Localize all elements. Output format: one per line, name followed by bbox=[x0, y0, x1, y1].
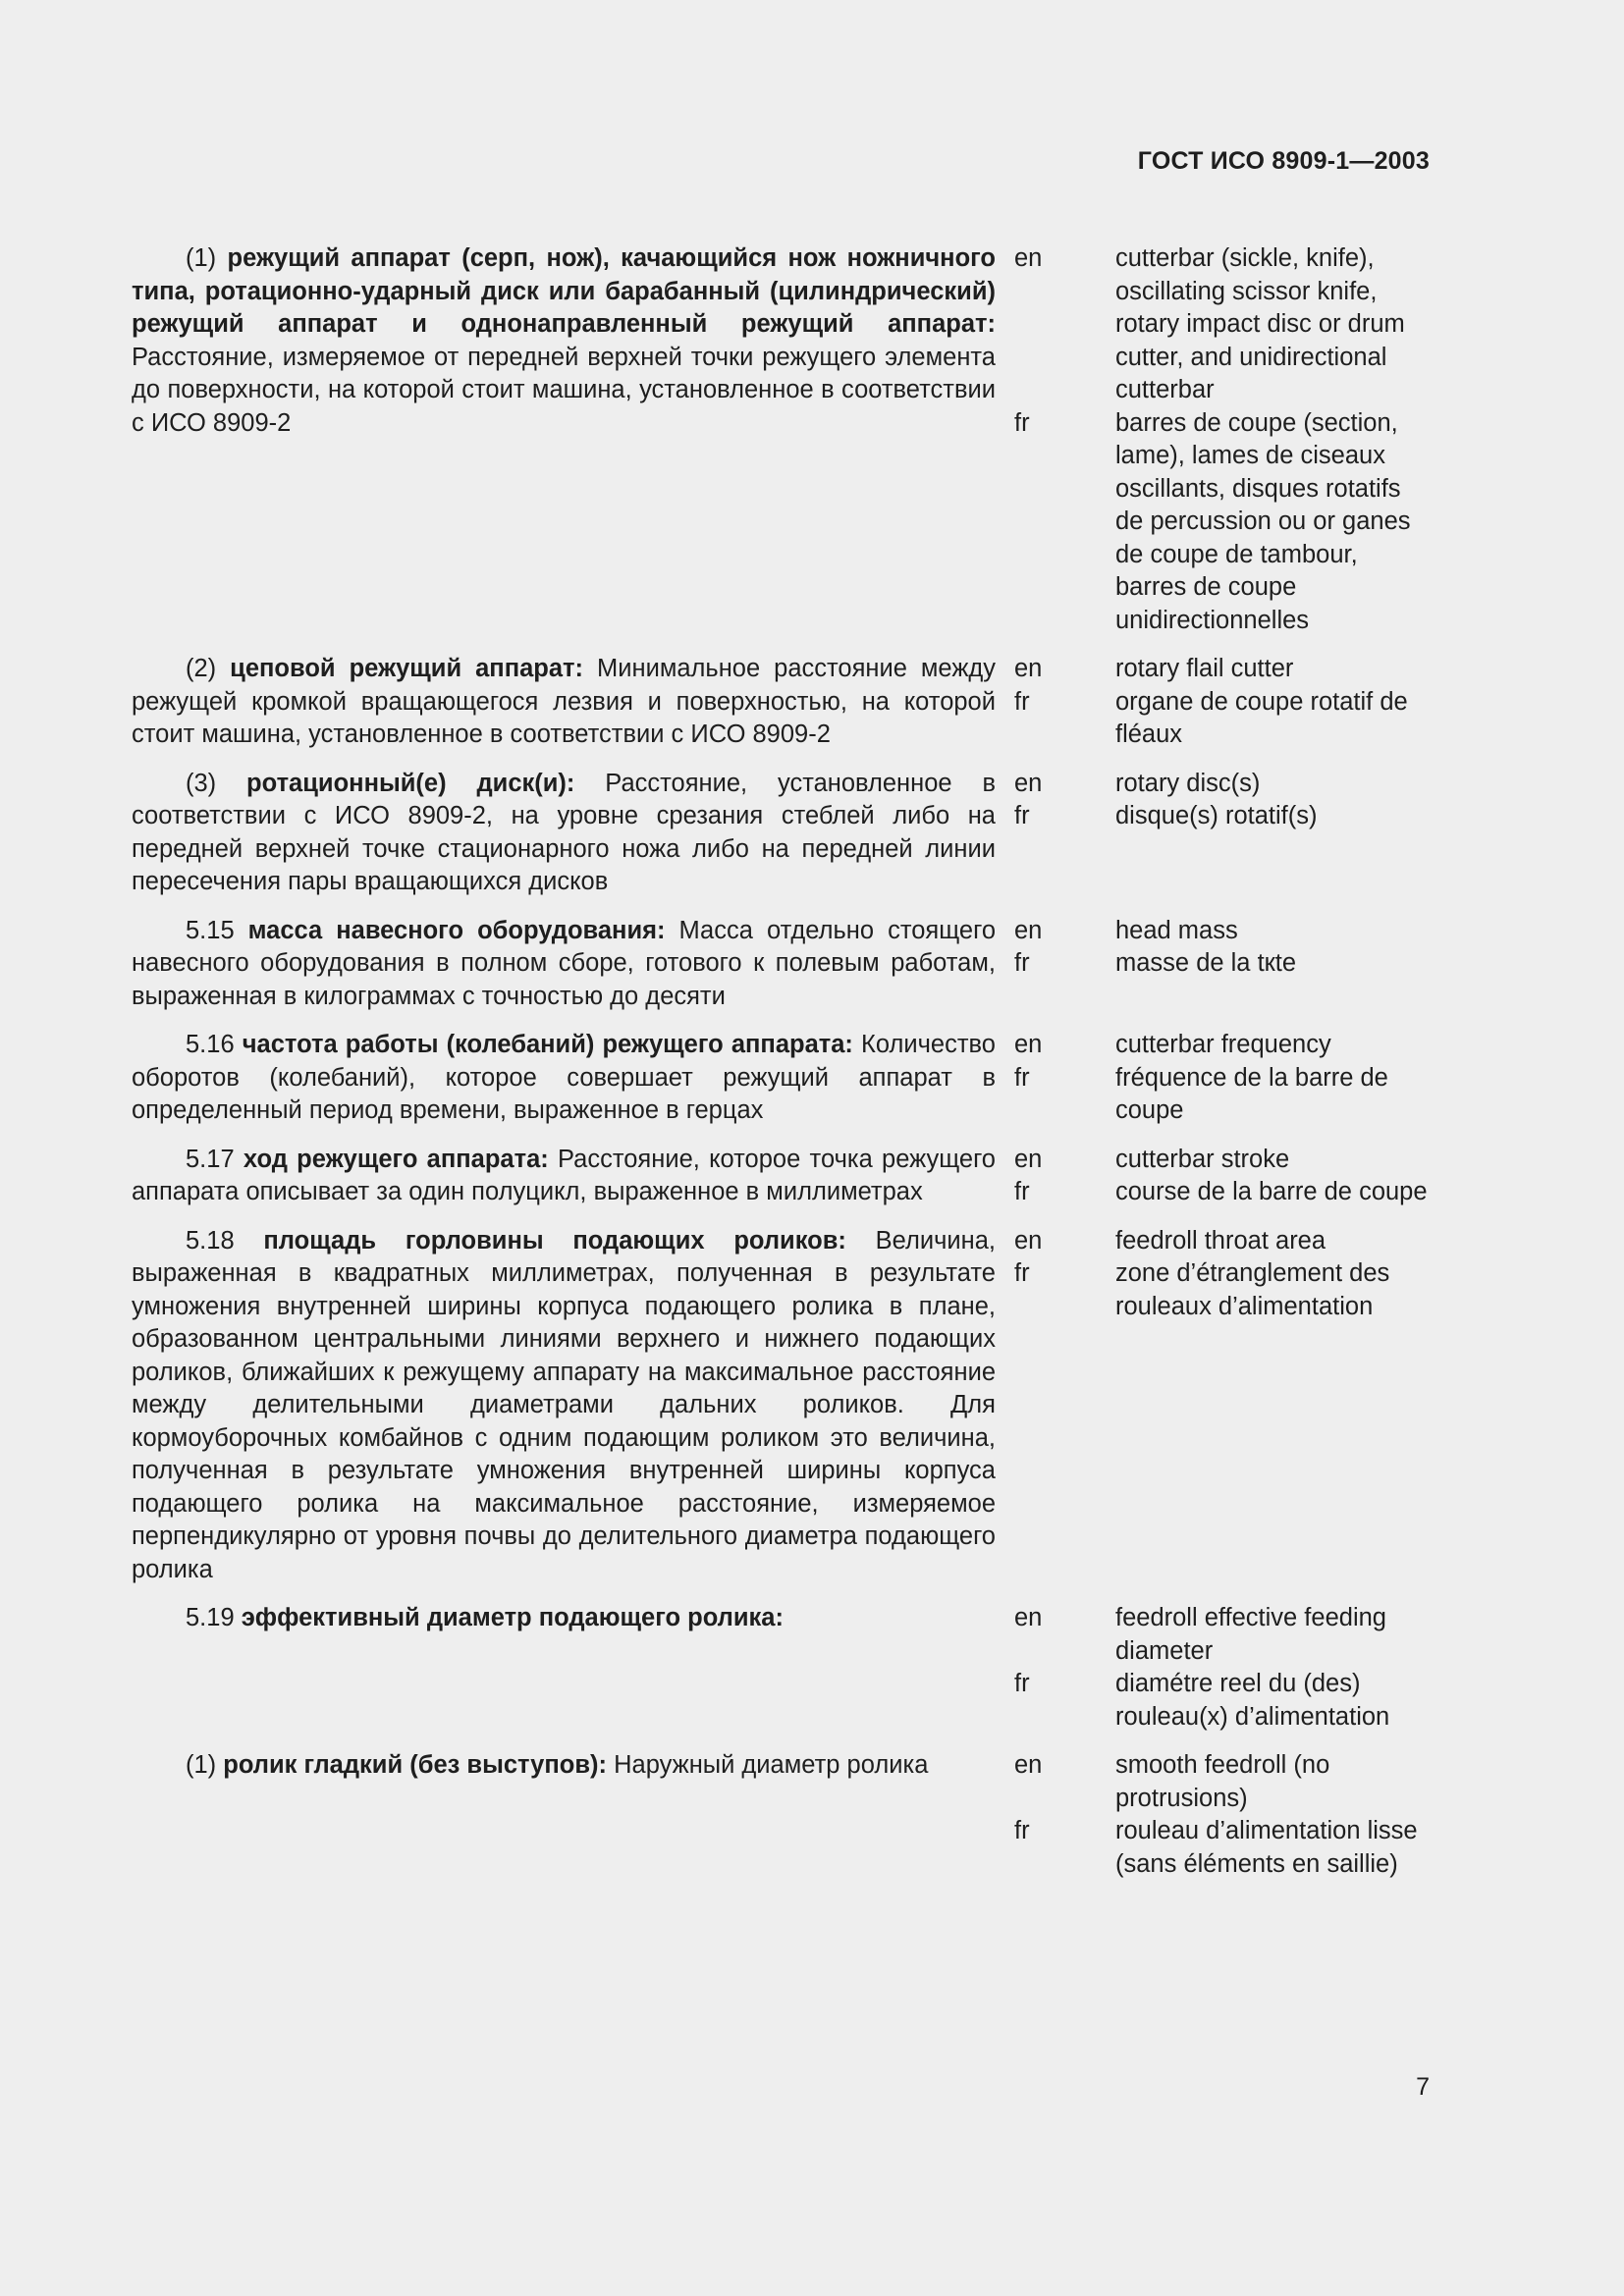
term-definition: Расстояние, которое точка режущего аппарата описывает за один полуцикл, выраженное в миллиметрах bbox=[132, 1145, 996, 1205]
term-russian bbox=[132, 1144, 996, 1209]
term-name: ход режущего аппарата: bbox=[243, 1145, 549, 1173]
term-entry bbox=[132, 242, 1430, 637]
equivalent-fr bbox=[996, 1176, 1430, 1209]
term-russian bbox=[132, 1225, 996, 1587]
term-definition: Величина, выраженная в квадратных миллиметрах, полученная в результате умножения внутренней ширины корпуса подающего ролика в плане, образованном центральными линиями верхнего и нижнего подающих роликов, ближайших к режущему аппарату на максимальное расстояние между делительными диаметрами дальних роликов. Для кормоуборочных комбайнов с одним подающим роликом это величина, полученная в результате умножения внутренней ширины корпуса подающего ролика на максимальное расстояние, измеряемое перпендикулярно от уровня почвы до делительного диаметра подающего ролика bbox=[132, 1226, 996, 1583]
term-entry bbox=[132, 915, 1430, 1014]
lang-code: fr bbox=[1014, 1670, 1030, 1697]
lang-code: fr bbox=[1014, 1178, 1030, 1205]
term-definition: Расстояние, измеряемое от передней верхней точки режущего элемента до поверхности, на которой стоит машина, установленное в соответствии с ИСО 8909-2 bbox=[132, 343, 996, 437]
term-name: эффективный диаметр подающего ролика: bbox=[241, 1604, 784, 1631]
equivalent-en bbox=[996, 915, 1430, 948]
term-definition: Минимальное расстояние между режущей кромкой вращающегося лезвия и поверхностью, на которой стоит машина, установленное в соответствии с ИСО 8909-2 bbox=[132, 655, 997, 748]
equivalent-fr bbox=[996, 686, 1430, 752]
term-definition: Наружный диаметр ролика bbox=[607, 1751, 929, 1779]
equivalent-text: course de la barre de coupe bbox=[1115, 1178, 1428, 1205]
equivalent-text: masse de la tкte bbox=[1115, 949, 1297, 977]
lang-code: fr bbox=[1014, 1063, 1030, 1092]
equivalent-fr bbox=[996, 947, 1430, 981]
term-equivalents bbox=[996, 653, 1430, 752]
equivalent-en bbox=[996, 1029, 1430, 1062]
term-entry bbox=[132, 1602, 1430, 1734]
equivalent-en bbox=[996, 242, 1430, 407]
term-equivalents bbox=[996, 1602, 1430, 1734]
equivalent-text: feedroll effective feeding diameter bbox=[1115, 1604, 1386, 1665]
term-equivalents bbox=[996, 242, 1430, 637]
equivalent-text: fréquence de la barre de coupe bbox=[1115, 1063, 1388, 1124]
equivalent-en bbox=[996, 1225, 1430, 1258]
equivalent-text: cutterbar (sickle, knife), oscillating scissor knife, rotary impact disc or drum cutter, and unidirectional cutterbar bbox=[1115, 244, 1405, 403]
term-entry bbox=[132, 653, 1430, 752]
lang-code: fr bbox=[1014, 687, 1030, 716]
equivalent-text: barres de coupe (section, lame), lames de ciseaux oscillants, disques rotatifs de percussion ou or ganes de coupe de tambour, barres de coupe unidirectionnelles bbox=[1115, 408, 1411, 634]
term-russian bbox=[132, 242, 996, 637]
equivalent-fr bbox=[996, 1815, 1430, 1881]
equivalent-en bbox=[996, 653, 1430, 686]
equivalent-text: cutterbar frequency bbox=[1115, 1031, 1331, 1058]
equivalent-fr bbox=[996, 800, 1430, 833]
term-equivalents bbox=[996, 1749, 1430, 1881]
equivalent-en bbox=[996, 1749, 1430, 1815]
lang-code: en bbox=[1014, 1604, 1043, 1631]
term-equivalents bbox=[996, 768, 1430, 899]
term-name: ролик гладкий (без выступов): bbox=[223, 1751, 608, 1779]
equivalent-text: diamétre reel du (des) rouleau(x) d’alimentation bbox=[1115, 1670, 1390, 1731]
equivalent-text: rouleau d’alimentation lisse (sans éléments en saillie) bbox=[1115, 1817, 1418, 1878]
equivalent-en bbox=[996, 1144, 1430, 1177]
equivalent-text: organe de coupe rotatif de fléaux bbox=[1115, 687, 1408, 748]
page-number: 7 bbox=[1416, 2073, 1430, 2101]
equivalent-fr bbox=[996, 1257, 1430, 1323]
lang-code: en bbox=[1014, 1031, 1043, 1058]
term-prefix: (1) bbox=[186, 1751, 224, 1779]
term-name: масса навесного оборудования: bbox=[247, 916, 666, 944]
term-equivalents bbox=[996, 1029, 1430, 1128]
term-name: цеповой режущий аппарат: bbox=[230, 655, 584, 682]
term-russian bbox=[132, 653, 996, 752]
term-definition: Количество оборотов (колебаний), которое совершает режущий аппарат в определенный период времени, выраженное в герцах bbox=[132, 1031, 996, 1124]
equivalent-en bbox=[996, 768, 1430, 801]
lang-code: en bbox=[1014, 244, 1043, 272]
document-header: ГОСТ ИСО 8909-1—2003 bbox=[1137, 147, 1430, 175]
lang-code: en bbox=[1014, 1751, 1043, 1779]
lang-code: fr bbox=[1014, 1259, 1030, 1287]
term-prefix: (1) bbox=[186, 244, 228, 272]
term-russian bbox=[132, 915, 996, 1014]
term-name: ротационный(е) диск(и): bbox=[246, 769, 575, 797]
lang-code: fr bbox=[1014, 802, 1030, 829]
term-entry bbox=[132, 768, 1430, 899]
equivalent-fr bbox=[996, 407, 1430, 638]
equivalent-text: head mass bbox=[1115, 916, 1238, 944]
term-prefix: 5.17 bbox=[186, 1145, 244, 1173]
term-entry bbox=[132, 1144, 1430, 1209]
term-entry bbox=[132, 1029, 1430, 1128]
term-russian bbox=[132, 1029, 996, 1128]
equivalent-text: zone d’étranglement des rouleaux d’alimentation bbox=[1115, 1259, 1390, 1320]
equivalent-en bbox=[996, 1602, 1430, 1668]
lang-code: en bbox=[1014, 769, 1043, 797]
term-prefix: (3) bbox=[186, 769, 247, 797]
term-equivalents bbox=[996, 1225, 1430, 1587]
term-prefix: 5.15 bbox=[186, 916, 248, 944]
term-definition: Расстояние, установленное в соответствии с ИСО 8909-2, на уровне срезания стеблей либо на передней верхней точке стационарного ножа либо на передней линии пересечения пары вращающихся дисков bbox=[132, 769, 996, 895]
lang-code: fr bbox=[1014, 1817, 1030, 1844]
term-prefix: 5.16 bbox=[186, 1031, 243, 1058]
lang-code: en bbox=[1014, 1145, 1043, 1173]
term-russian bbox=[132, 768, 996, 899]
term-name: площадь горловины подающих роликов: bbox=[263, 1226, 846, 1255]
equivalent-text: cutterbar stroke bbox=[1115, 1145, 1290, 1173]
lang-code: fr bbox=[1014, 949, 1030, 977]
term-prefix: (2) bbox=[186, 655, 231, 682]
equivalent-fr bbox=[996, 1668, 1430, 1734]
terms-list bbox=[132, 242, 1430, 1896]
lang-code: en bbox=[1014, 916, 1043, 944]
term-name: частота работы (колебаний) режущего аппарата: bbox=[242, 1031, 853, 1058]
equivalent-text: disque(s) rotatif(s) bbox=[1115, 802, 1318, 829]
equivalent-text: smooth feedroll (no protrusions) bbox=[1115, 1751, 1330, 1812]
term-prefix: 5.19 bbox=[186, 1604, 242, 1631]
term-entry bbox=[132, 1225, 1430, 1587]
term-russian bbox=[132, 1749, 996, 1881]
lang-code: en bbox=[1014, 655, 1043, 682]
term-prefix: 5.18 bbox=[186, 1226, 264, 1255]
term-equivalents bbox=[996, 915, 1430, 1014]
term-russian bbox=[132, 1602, 996, 1734]
term-name: режущий аппарат (серп, нож), качающийся нож ножничного типа, ротационно-ударный диск или барабанный (цилиндрический) режущий аппарат и однонаправленный режущий аппарат: bbox=[132, 244, 997, 338]
equivalent-fr bbox=[996, 1062, 1430, 1128]
equivalent-text: rotary disc(s) bbox=[1115, 769, 1261, 797]
equivalent-text: rotary flail cutter bbox=[1115, 655, 1294, 682]
lang-code: fr bbox=[1014, 408, 1030, 437]
term-definition: Масса отдельно стоящего навесного оборудования в полном сборе, готового к полевым работам, выраженная в килограммах с точностью до десяти bbox=[132, 916, 996, 1010]
term-equivalents bbox=[996, 1144, 1430, 1209]
equivalent-text: feedroll throat area bbox=[1115, 1226, 1326, 1255]
term-entry bbox=[132, 1749, 1430, 1881]
lang-code: en bbox=[1014, 1226, 1043, 1255]
